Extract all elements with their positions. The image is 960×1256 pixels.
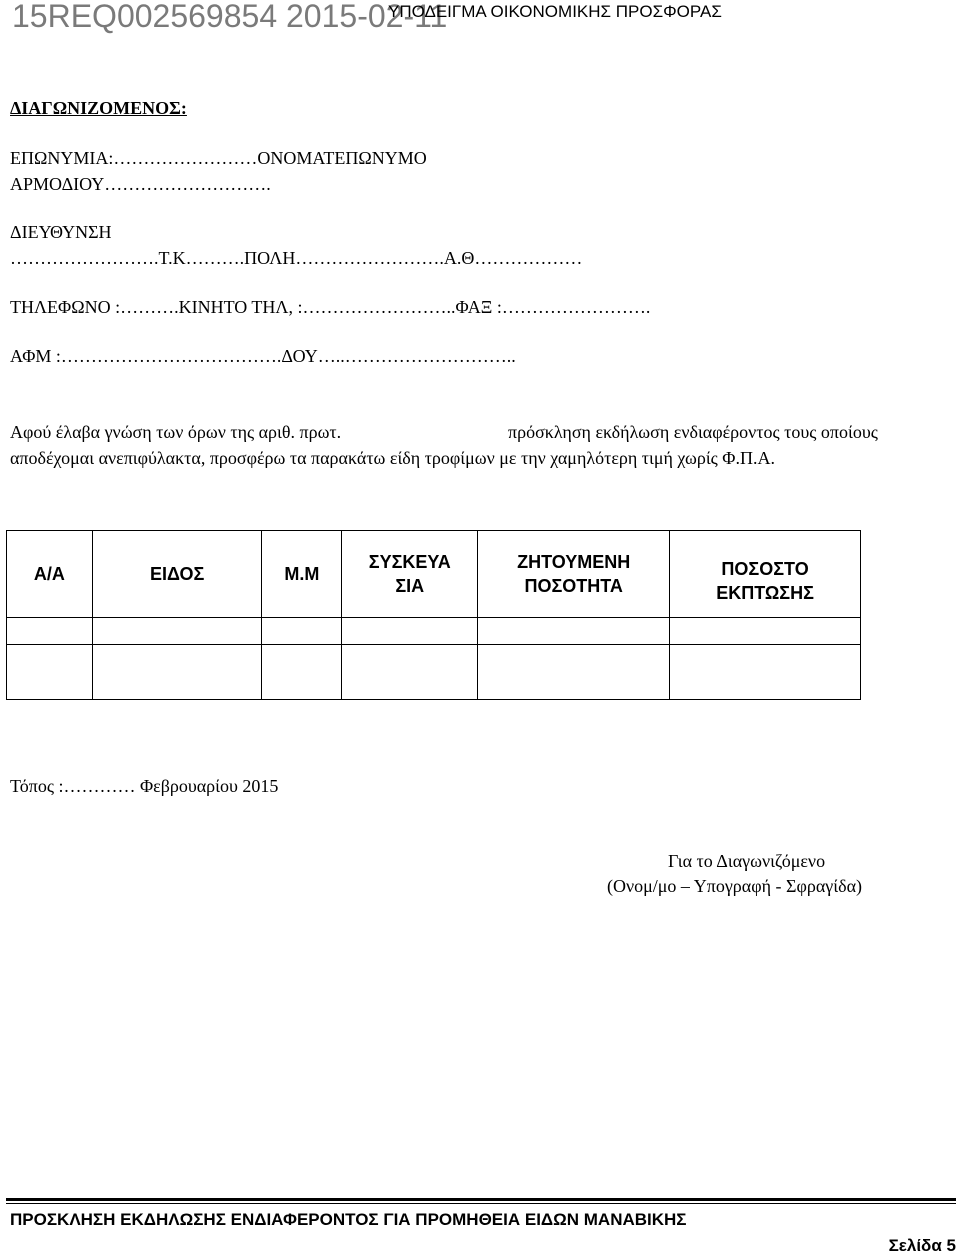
table-cell[interactable] xyxy=(342,645,478,700)
table-cell[interactable] xyxy=(262,645,342,700)
column-header-packaging xyxy=(342,531,478,618)
offer-table-header xyxy=(7,531,861,618)
table-cell[interactable] xyxy=(92,618,262,645)
column-header-quantity xyxy=(478,531,670,618)
bidder-name-line: ΕΠΩΝΥΜΙΑ:……………………ΟΝΟΜΑΤΕΠΩΝΥΜΟ xyxy=(10,148,427,168)
column-header-packaging-label: ΣΥΣΚΕΥΑ ΣΙΑ xyxy=(368,552,451,596)
table-cell[interactable] xyxy=(670,645,861,700)
footer-rule-thin xyxy=(6,1203,956,1204)
column-header-unit: Μ.Μ xyxy=(262,531,342,618)
bidder-representative-line: ΑΡΜΟΔΙΟΥ………………………. xyxy=(10,174,271,194)
table-cell[interactable] xyxy=(262,618,342,645)
footer-rule xyxy=(6,1198,956,1201)
offer-table xyxy=(6,530,861,700)
place-date-line: Τόπος :………… Φεβρουαρίου 2015 xyxy=(10,776,279,796)
table-cell[interactable] xyxy=(92,645,262,700)
table-cell[interactable] xyxy=(7,618,93,645)
bidder-heading: ΔΙΑΓΩΝΙΖΟΜΕΝΟΣ: xyxy=(10,98,187,118)
signature-label: Για το Διαγωνιζόμενο xyxy=(668,851,826,871)
table-cell[interactable] xyxy=(342,618,478,645)
table-row xyxy=(7,645,861,700)
bidder-phones-line: ΤΗΛΕΦΩΝΟ :……….ΚΙΝΗΤΟ ΤΗΛ, :……………………..ΦΑΞ :……………………. xyxy=(10,297,651,317)
page-number: Σελίδα 5 xyxy=(888,1236,956,1255)
column-header-item: ΕΙΔΟΣ xyxy=(92,531,262,618)
statement-line1-left: Αφού έλαβα γνώση των όρων της αριθ. πρωτ. xyxy=(10,422,342,442)
column-header-discount xyxy=(670,531,861,618)
bidder-address-label: ΔΙΕΥΘΥΝΣΗ xyxy=(10,222,112,242)
signature-fields: (Ονομ/μο – Υπογραφή - Σφραγίδα) xyxy=(607,876,862,896)
table-cell[interactable] xyxy=(478,645,670,700)
bidder-tax-line: ΑΦΜ :……………………………….ΔΟΥ…..……………………….. xyxy=(10,346,516,366)
table-row xyxy=(7,618,861,645)
statement-line2: αποδέχομαι ανεπιφύλακτα, προσφέρω τα παρακάτω είδη τροφίμων με την χαμηλότερη τιμή χωρίς Φ.Π.Α. xyxy=(10,448,775,468)
statement-line1-right: πρόσκληση εκδήλωση ενδιαφέροντος τους οποίους xyxy=(508,422,878,442)
column-header-quantity-label: ΖΗΤΟΥΜΕΝΗ ΠΟΣΟΤΗΤΑ xyxy=(517,552,631,596)
table-cell[interactable] xyxy=(7,645,93,700)
table-cell[interactable] xyxy=(478,618,670,645)
column-header-discount-label: ΠΟΣΟΣΤΟ ΕΚΠΤΩΣΗΣ xyxy=(716,559,814,603)
document-header-title: ΥΠΟΔΕΙΓΜΑ ΟΙΚΟΝΟΜΙΚΗΣ ΠΡΟΣΦΟΡΑΣ xyxy=(388,2,722,21)
bidder-address-fields: …………………….Τ.Κ……….ΠΟΛΗ…………………….Α.Θ……………… xyxy=(10,248,583,268)
column-header-aa: Α/Α xyxy=(7,531,93,618)
table-cell[interactable] xyxy=(670,618,861,645)
document-id-watermark: 15REQ002569854 2015-02-11 xyxy=(12,0,448,34)
footer-title: ΠΡΟΣΚΛΗΣΗ ΕΚΔΗΛΩΣΗΣ ΕΝΔΙΑΦΕΡΟΝΤΟΣ ΓΙΑ ΠΡΟΜΗΘΕΙΑ ΕΙΔΩΝ ΜΑΝΑΒΙΚΗΣ xyxy=(10,1210,687,1229)
